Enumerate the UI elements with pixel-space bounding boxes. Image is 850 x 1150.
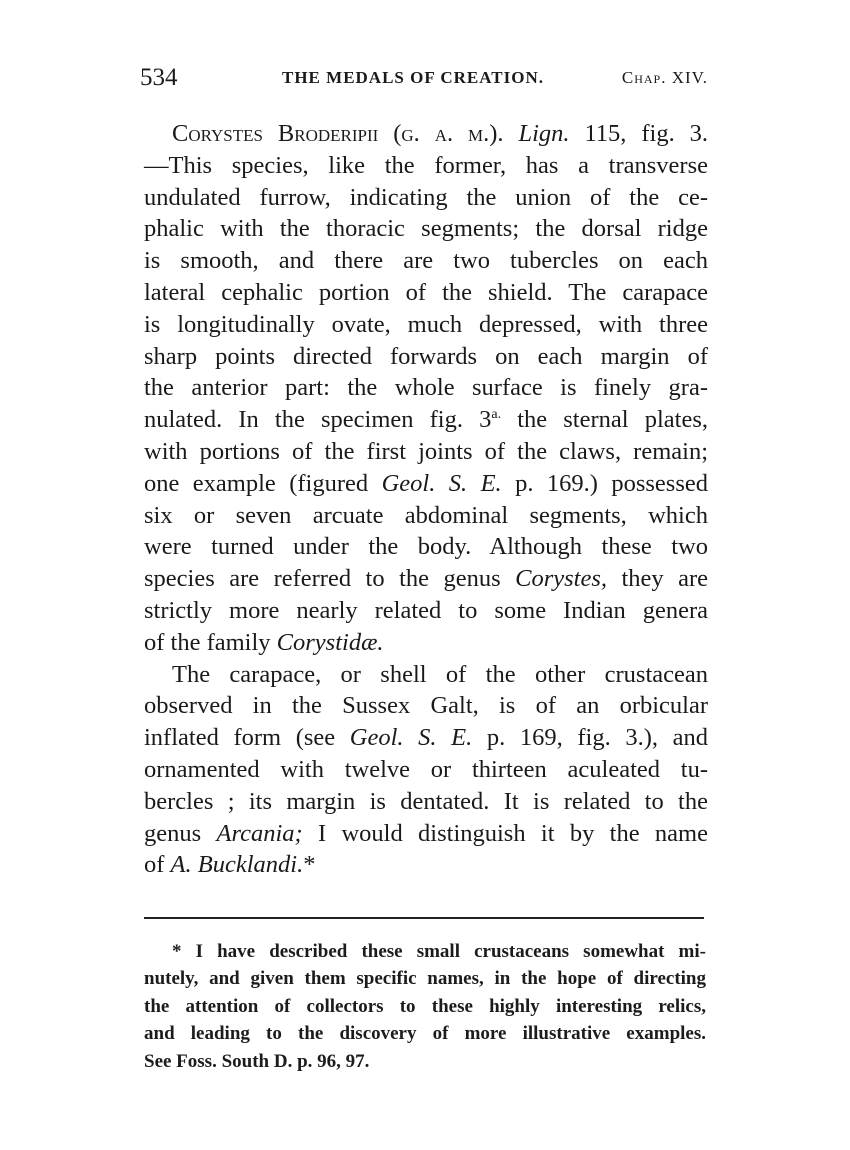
footnote: [144, 938, 706, 1075]
text-line: of A. Bucklandi.*: [144, 851, 316, 879]
text-line: of the family Corystidæ.: [144, 628, 384, 656]
text-line: —This species, like the former, has a transverse: [144, 151, 708, 179]
text-line: one example (figured Geol. S. E. p. 169.) possessed: [144, 469, 708, 497]
page-header: [140, 64, 708, 98]
body-text: [144, 118, 708, 881]
text-line: is longitudinally ovate, much depressed, with three: [144, 310, 708, 338]
text-line: undulated furrow, indicating the union of the ce-: [144, 183, 708, 211]
text-line: six or seven arcuate abdominal segments, which: [144, 501, 708, 529]
text-line: phalic with the thoracic segments; the dorsal ridge: [144, 215, 708, 243]
superscript: a.: [491, 407, 502, 423]
running-title: THE MEDALS OF CREATION.: [282, 68, 544, 87]
text-line: Corystes Broderipii (g. a. m.). Lign. 115, fig. 3.: [172, 120, 708, 147]
text-line: ornamented with twelve or thirteen aculeated tu-: [144, 755, 708, 783]
species-name: Corystes Broderipii: [172, 120, 379, 147]
page-number: 534: [140, 64, 178, 91]
text-line: species are referred to the genus Corystes, they are: [144, 565, 709, 593]
text-line: observed in the Sussex Galt, is of an orbicular: [144, 692, 708, 720]
text-line: were turned under the body. Although these two: [144, 533, 708, 561]
footnote-line: the attention of collectors to these highly interesting relics,: [144, 995, 706, 1017]
text-line: inflated form (see Geol. S. E. p. 169, fig. 3.), and: [144, 724, 708, 752]
text-line: is smooth, and there are two tubercles on each: [144, 247, 708, 275]
text-line: genus Arcania; I would distinguish it by the name: [144, 819, 708, 847]
text-line: lateral cephalic portion of the shield. The carapace: [144, 278, 708, 306]
text-line: strictly more nearly related to some Indian genera: [144, 596, 708, 624]
footnote-line: nutely, and given them specific names, in the hope of directing: [144, 968, 706, 990]
chapter-label: Chap. XIV.: [621, 68, 708, 87]
text-line: the anterior part: the whole surface is finely gra-: [144, 374, 708, 402]
text-line: nulated. In the specimen fig. $3^{a.}$ the sternal plates,: [144, 406, 708, 434]
footnote-line: See Foss. South D. p. 96, 97.: [144, 1050, 370, 1072]
footnote-line: and leading to the discovery of more illustrative examples.: [144, 1023, 706, 1045]
footnote-divider: [144, 917, 704, 919]
footnote-marker: *: [303, 851, 316, 879]
footnote-line: * I have described these small crustaceans somewhat mi-: [172, 941, 706, 962]
text-line: with portions of the first joints of the claws, remain;: [144, 437, 708, 465]
text-line: The carapace, or shell of the other crustacean: [172, 660, 708, 688]
text-line: sharp points directed forwards on each margin of: [144, 342, 708, 370]
text-line: bercles ; its margin is dentated. It is related to the: [144, 787, 708, 815]
